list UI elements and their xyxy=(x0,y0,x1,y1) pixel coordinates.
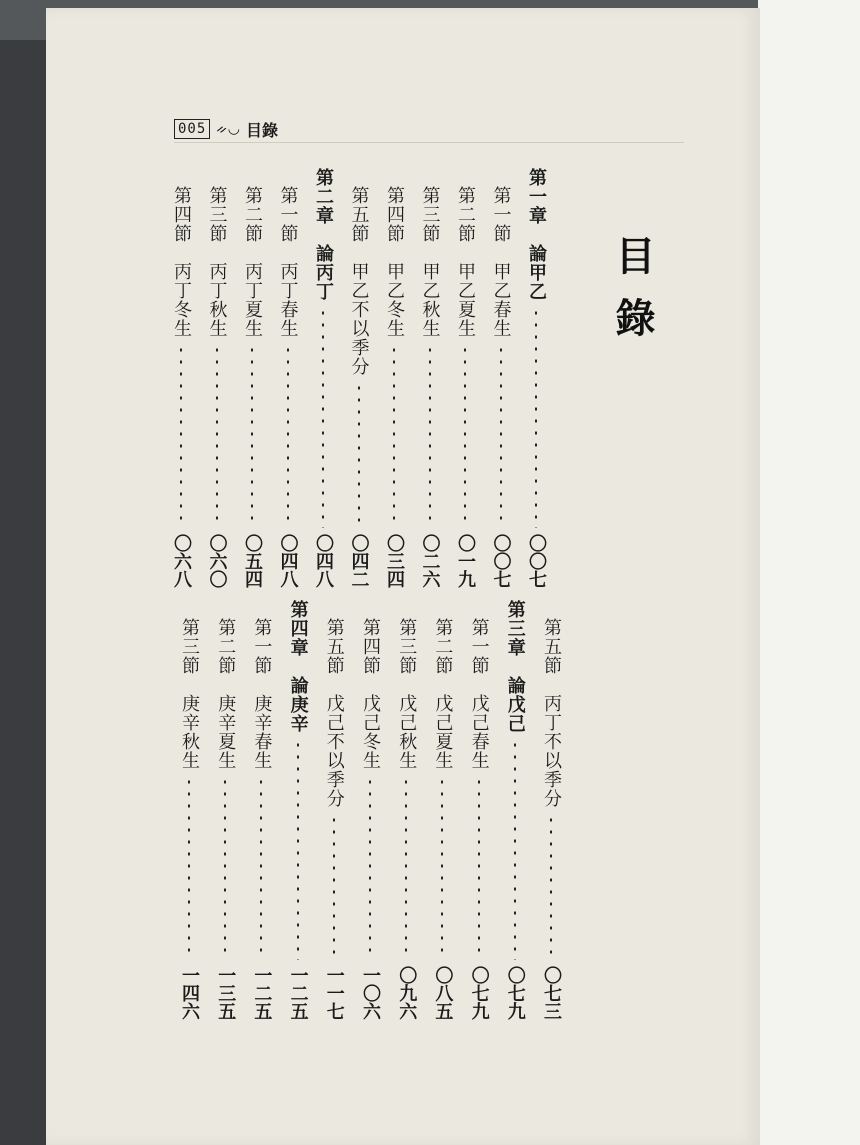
leader-dots xyxy=(216,344,218,528)
toc-entry-label: 第五節 甲乙不以季分 xyxy=(348,186,370,376)
toc-entry-page: 〇八五 xyxy=(432,966,454,1020)
toc-entry-label: 第三節 甲乙秋生 xyxy=(419,186,441,338)
leader-dots xyxy=(369,776,371,960)
toc-entry xyxy=(317,600,351,1020)
toc-entry-page: 〇二六 xyxy=(419,534,441,588)
toc-title: 目錄 xyxy=(609,235,655,359)
toc-entry xyxy=(389,600,423,1020)
leader-dots xyxy=(260,776,262,960)
toc-entry xyxy=(413,168,447,588)
toc-entry xyxy=(519,168,553,588)
toc-entry xyxy=(353,600,387,1020)
toc-entry-label: 第二節 戊己夏生 xyxy=(432,618,454,770)
toc-entry-page: 〇七九 xyxy=(468,966,490,1020)
toc-entry xyxy=(244,600,278,1020)
toc-entry-label: 第三章 論戊己 xyxy=(504,600,526,733)
leader-dots xyxy=(514,739,516,960)
toc-entry-label: 第四節 丙丁冬生 xyxy=(171,186,192,338)
toc-entry xyxy=(462,600,496,1020)
toc-entry-page: 〇六〇 xyxy=(206,534,228,588)
leader-dots xyxy=(478,776,480,960)
leader-dots xyxy=(500,344,502,528)
toc-entry-page: 〇一九 xyxy=(455,534,476,588)
toc-entry-label: 第五節 戊己不以季分 xyxy=(323,618,345,808)
toc-entry-page: 〇〇七 xyxy=(490,534,512,588)
toc-entry-label: 第三節 戊己秋生 xyxy=(396,618,418,770)
toc-entry-page: 一二五 xyxy=(287,966,309,1020)
page-number: 005 xyxy=(174,119,210,139)
toc-entry-page: 〇九六 xyxy=(396,966,418,1020)
toc-entry-label: 第四章 論庚辛 xyxy=(287,600,309,733)
toc-entry xyxy=(200,168,234,588)
header-rule xyxy=(174,142,684,143)
toc-entry-label: 第一節 丙丁春生 xyxy=(277,186,299,338)
toc-entry-page: 〇五四 xyxy=(242,534,263,588)
toc-entry xyxy=(534,600,568,1020)
toc-entry-label: 第二節 丙丁夏生 xyxy=(242,186,263,338)
leader-dots xyxy=(550,814,552,960)
toc-entry-label: 第一節 庚辛春生 xyxy=(251,618,273,770)
toc-entry-label: 第一節 甲乙春生 xyxy=(490,186,512,338)
toc-entry-label: 第三節 丙丁秋生 xyxy=(206,186,228,338)
toc-entry xyxy=(484,168,518,588)
toc-entry-page: 一二五 xyxy=(251,966,273,1020)
facing-page xyxy=(758,0,860,1145)
toc-entry-page: 一四六 xyxy=(179,966,200,1020)
toc-entry xyxy=(448,168,482,588)
toc-entry-page: 一一七 xyxy=(323,966,345,1020)
header-title: 目錄 xyxy=(246,120,279,140)
leader-dots xyxy=(535,307,537,528)
toc-entry xyxy=(342,168,376,588)
toc-entry xyxy=(306,168,340,588)
toc-entry-page: 〇〇七 xyxy=(526,534,547,588)
toc-entry-label: 第四節 甲乙冬生 xyxy=(384,186,405,338)
toc-entry xyxy=(425,600,459,1020)
toc-entry xyxy=(172,600,206,1020)
leader-dots xyxy=(464,344,466,528)
leader-dots xyxy=(393,344,395,528)
leader-dots xyxy=(358,382,360,528)
toc-entry-page: 〇七九 xyxy=(504,966,526,1020)
toc-entry-label: 第一章 論甲乙 xyxy=(526,168,547,301)
toc-entry-page: 〇七三 xyxy=(541,966,562,1020)
leader-dots xyxy=(251,344,253,528)
toc-entry-label: 第三節 庚辛秋生 xyxy=(179,618,200,770)
toc-entry-label: 第二節 甲乙夏生 xyxy=(455,186,476,338)
ornament-icon: ᨀ◡ xyxy=(216,121,240,137)
leader-dots xyxy=(188,776,190,960)
toc-entry-page: 〇四八 xyxy=(277,534,299,588)
toc-entry-label: 第四節 戊己冬生 xyxy=(360,618,381,770)
toc-entry-page: 一〇六 xyxy=(360,966,381,1020)
toc-entry-label: 第二節 庚辛夏生 xyxy=(215,618,237,770)
toc-entry-page: 〇四二 xyxy=(348,534,370,588)
toc-entry xyxy=(235,168,269,588)
leader-dots xyxy=(224,776,226,960)
toc-entry-page: 〇四八 xyxy=(313,534,334,588)
leader-dots xyxy=(180,344,182,528)
running-header xyxy=(174,117,278,141)
toc-entry-page: 一三五 xyxy=(215,966,237,1020)
leader-dots xyxy=(429,344,431,528)
toc-entry-page: 〇三四 xyxy=(384,534,405,588)
leader-dots xyxy=(322,307,324,528)
toc-entry-label: 第二章 論丙丁 xyxy=(313,168,334,301)
leader-dots xyxy=(287,344,289,528)
toc-entry xyxy=(208,600,242,1020)
leader-dots xyxy=(405,776,407,960)
toc-entry-label: 第一節 戊己春生 xyxy=(468,618,490,770)
toc-entry xyxy=(164,168,198,588)
leader-dots xyxy=(297,739,299,960)
toc-entry-label: 第五節 丙丁不以季分 xyxy=(541,618,562,808)
toc-entry xyxy=(377,168,411,588)
leader-dots xyxy=(333,814,335,960)
toc-entry-page: 〇六八 xyxy=(171,534,192,588)
toc-entry xyxy=(281,600,315,1020)
toc-entry xyxy=(498,600,532,1020)
leader-dots xyxy=(441,776,443,960)
toc-entry xyxy=(271,168,305,588)
